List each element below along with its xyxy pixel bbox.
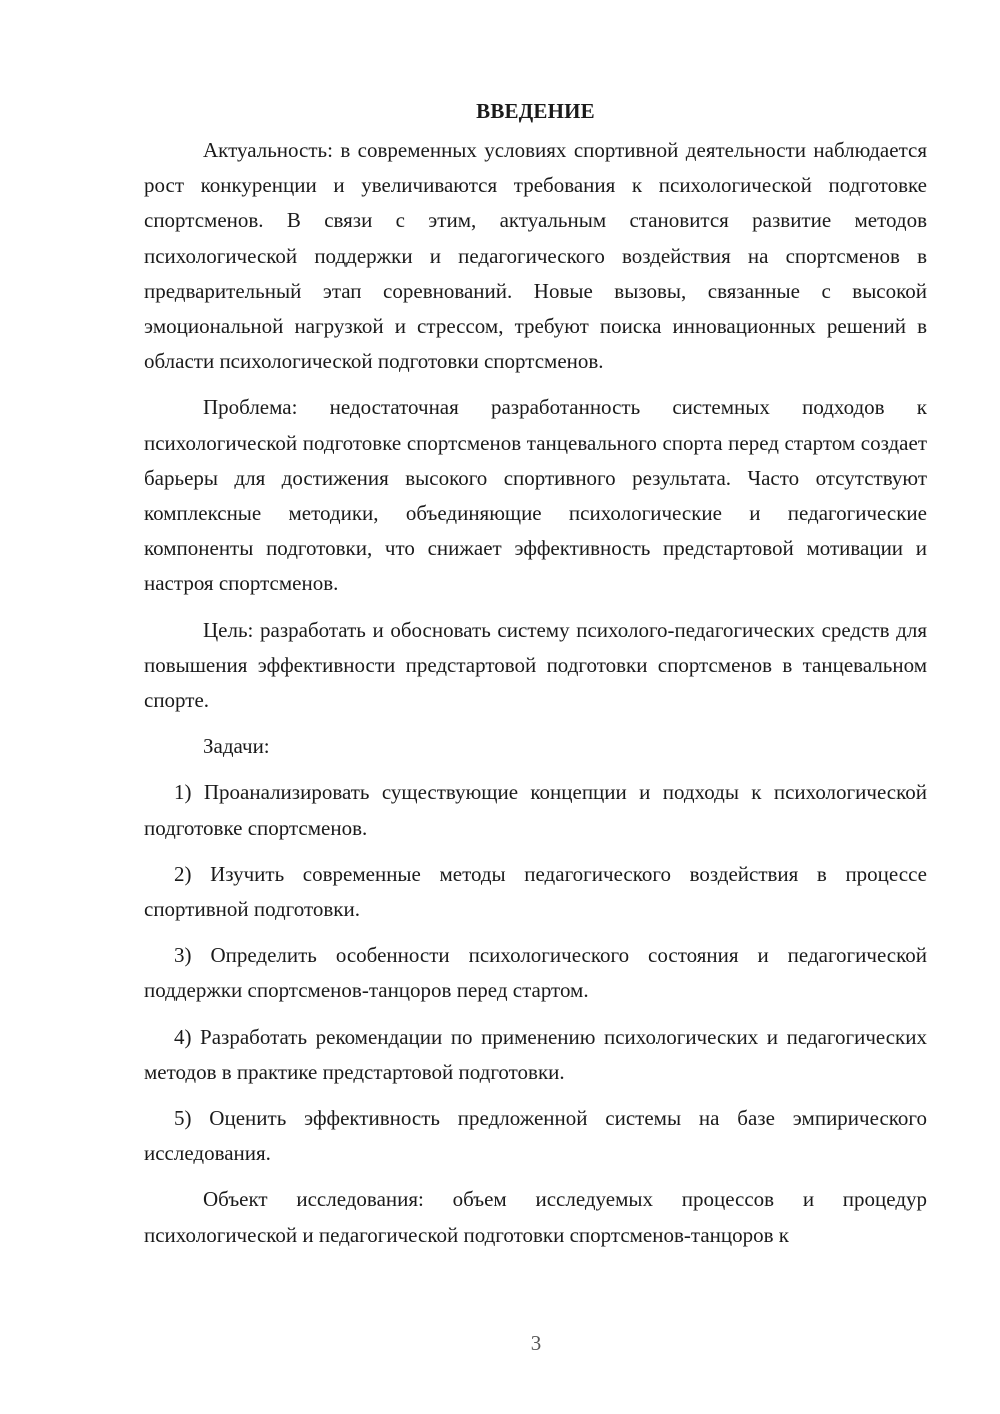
task-item-2: 2) Изучить современные методы педагогического воздействия в процессе спортивной подготовки. <box>144 861 927 922</box>
document-page <box>144 94 927 1264</box>
goal-paragraph: Цель: разработать и обосновать систему психолого-педагогических средств для повышения эффективности предстартовой подготовки спортсменов в танцевальном спорте. <box>144 617 927 713</box>
page-number: 3 <box>530 1331 542 1355</box>
section-title: ВВЕДЕНИЕ <box>476 99 595 123</box>
task-item-4: 4) Разработать рекомендации по применению психологических и педагогических методов в практике предстартовой подготовки. <box>144 1024 927 1084</box>
task-item-1: 1) Проанализировать существующие концепции и подходы к психологической подготовке спортсменов. <box>144 780 927 840</box>
tasks-heading: Задачи: <box>203 734 270 759</box>
task-item-5: 5) Оценить эффективность предложенной системы на базе эмпирического исследования. <box>144 1106 927 1166</box>
task-item-3: 3) Определить особенности психологического состояния и педагогической поддержки спортсменов-танцоров перед стартом. <box>144 943 927 1003</box>
problem-paragraph: Проблема: недостаточная разработанность системных подходов к психологической подготовке спортсменов танцевального спорта перед стартом создает барьеры для достижения высокого спортивного результата. Часто отсутствуют комплексные методики, объединяющие психологические и педагогические компоненты подготовки, что снижает эффективность предстартовой мотивации и настроя спортсменов. <box>144 395 927 596</box>
relevance-paragraph: Актуальность: в современных условиях спортивной деятельности наблюдается рост конкуренции и увеличиваются требования к психологической подготовке спортсменов. В связи с этим, актуальным становится развитие методов психологической поддержки и педагогического воздействия на спортсменов в предварительный этап соревнований. Новые вызовы, связанные с высокой эмоциональной нагрузкой и стрессом, требуют поиска инновационных решений в области психологической подготовки спортсменов. <box>144 138 927 374</box>
object-paragraph: Объект исследования: объем исследуемых процессов и процедур психологической и педагогической подготовки спортсменов-танцоров к <box>144 1187 927 1247</box>
